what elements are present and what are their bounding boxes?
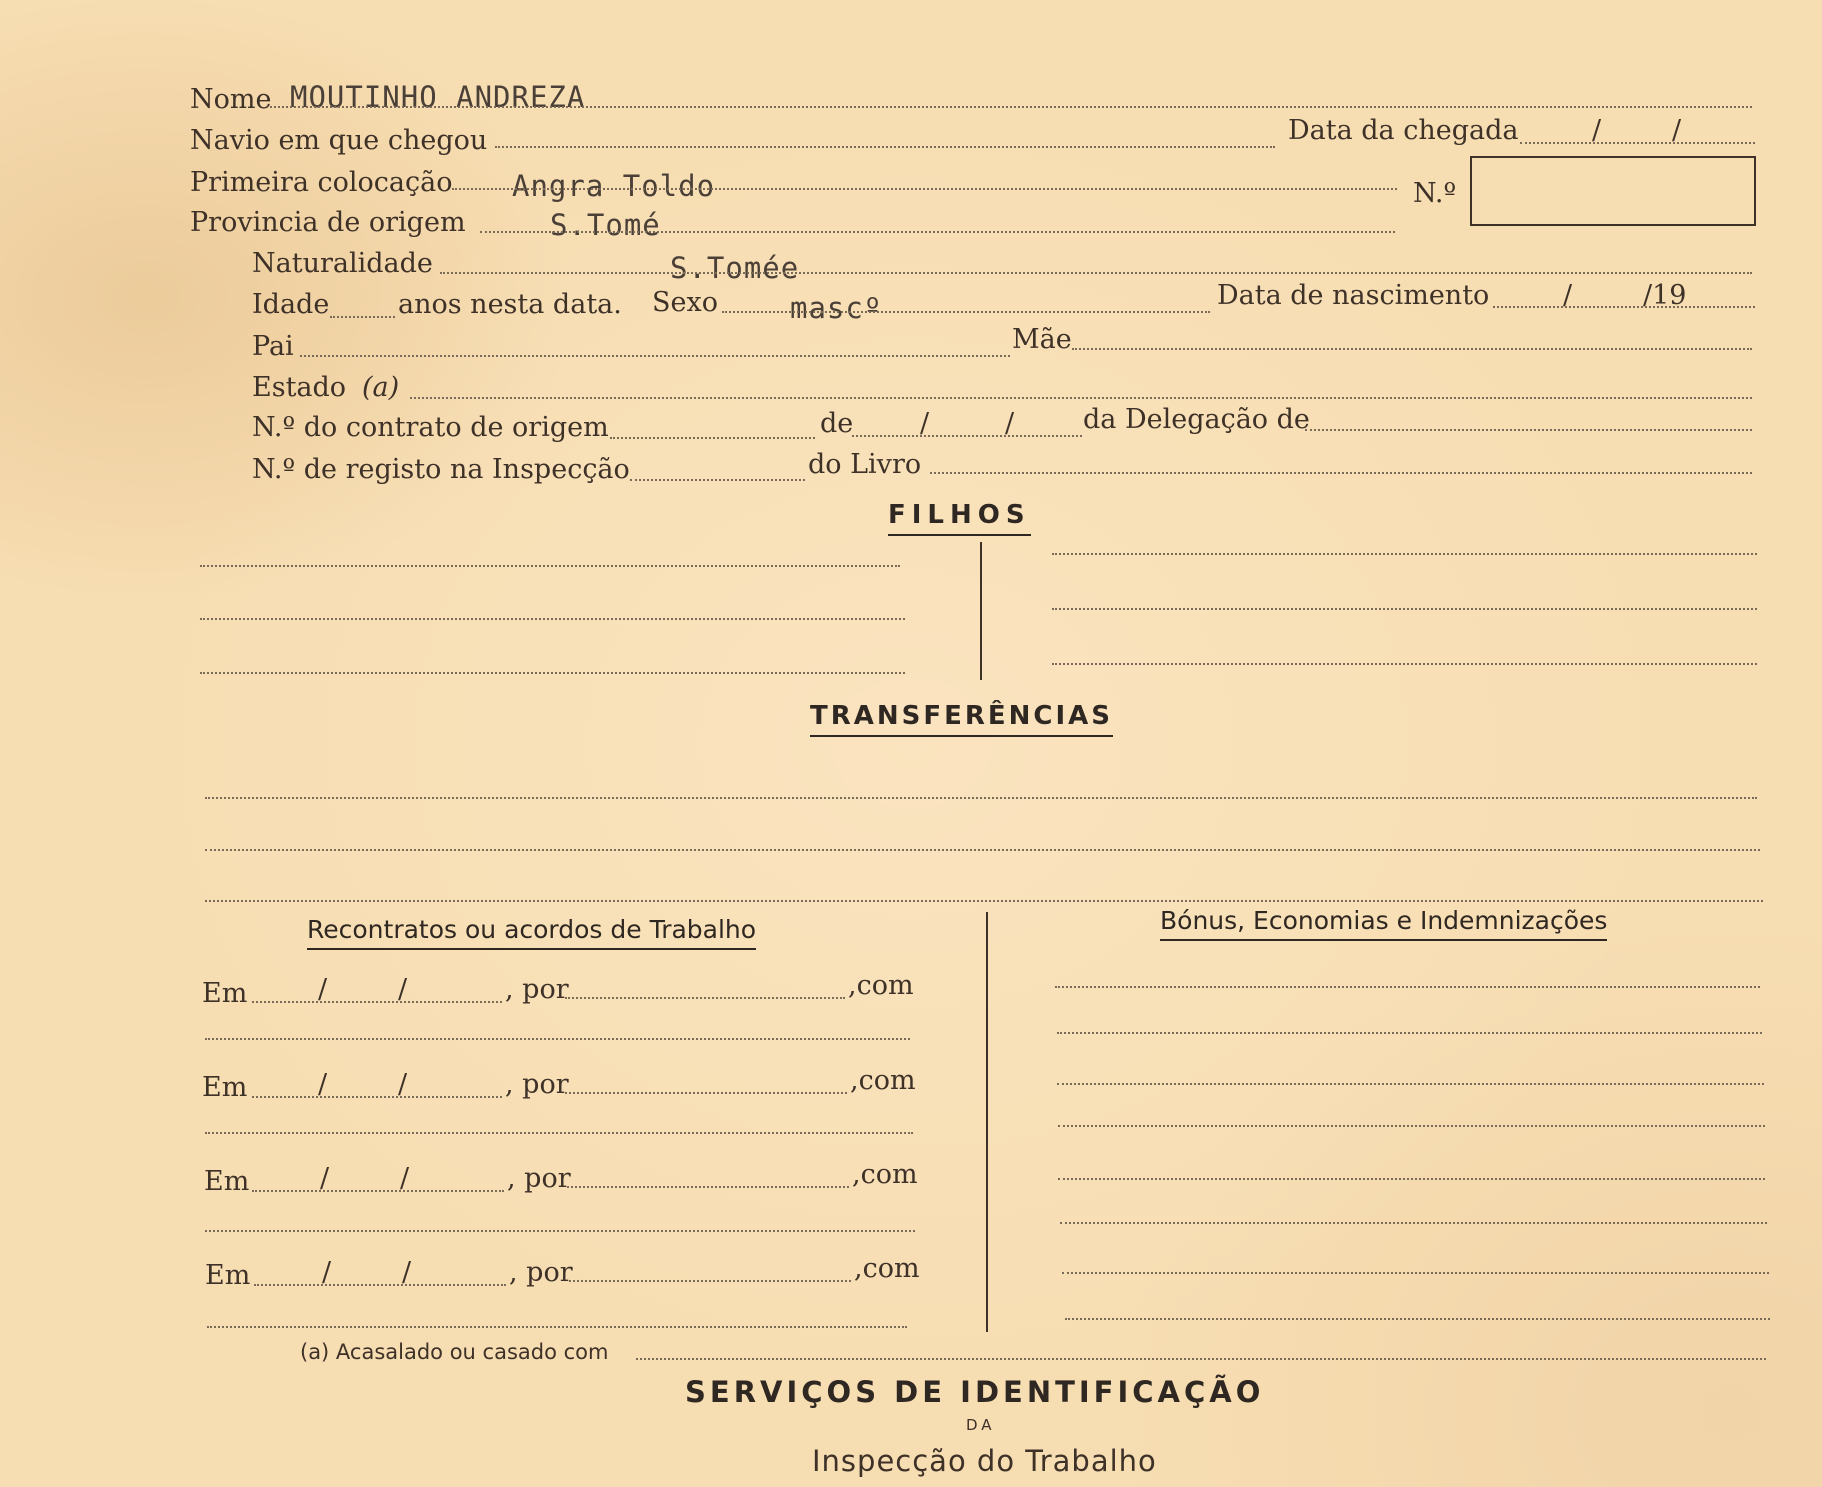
naturalidade-label: Naturalidade	[252, 248, 433, 279]
livro-label: do Livro	[808, 449, 922, 480]
footer-title: SERVIÇOS DE IDENTIFICAÇÃO	[685, 1375, 1265, 1409]
recontrato-3-com: ,com	[852, 1159, 918, 1190]
recontrato-4-date-line[interactable]	[254, 1284, 506, 1286]
recontrato-1-slash-1: /	[318, 974, 328, 1005]
contrato-line[interactable]	[610, 437, 815, 439]
mae-line[interactable]	[1072, 348, 1752, 350]
recontrato-2-por: , por	[505, 1069, 569, 1100]
estado-note: (a)	[362, 372, 400, 403]
sexo-value: mascº	[790, 291, 883, 325]
primeira-value: Angra Toldo	[512, 169, 716, 203]
recontrato-2-slash-1: /	[318, 1069, 328, 1100]
estado-label: Estado	[252, 372, 347, 403]
recontrato-2-slash-2: /	[398, 1069, 408, 1100]
contrato-de-label: de	[820, 408, 854, 439]
recontratos-bonus-divider	[986, 912, 988, 1332]
recontrato-2-com: ,com	[850, 1065, 916, 1096]
contrato-date-line[interactable]	[852, 435, 1082, 437]
recontrato-4-slash-1: /	[322, 1257, 332, 1288]
acasalado-note: (a) Acasalado ou casado com	[300, 1340, 609, 1364]
recontrato-4-slash-2: /	[402, 1257, 412, 1288]
filhos-line-right-1[interactable]	[1052, 553, 1757, 555]
recontrato-2-date-line[interactable]	[252, 1096, 502, 1098]
naturalidade-value: S.Tomée	[670, 251, 800, 285]
transferencias-line-1[interactable]	[205, 797, 1757, 799]
provincia-label: Provincia de origem	[190, 207, 466, 238]
bonus-line-5[interactable]	[1058, 1178, 1765, 1180]
pai-label: Pai	[252, 331, 294, 362]
provincia-line[interactable]	[480, 231, 1395, 233]
contrato-slash-1: /	[920, 408, 930, 439]
nascimento-slash: /	[1563, 280, 1573, 311]
contrato-slash-2: /	[1005, 408, 1015, 439]
navio-label: Navio em que chegou	[190, 125, 488, 156]
estado-line[interactable]	[410, 397, 1752, 399]
transferencias-line-3[interactable]	[205, 900, 1763, 902]
pai-line[interactable]	[300, 355, 1010, 357]
recontrato-3-por: , por	[507, 1163, 571, 1194]
bonus-line-3[interactable]	[1057, 1083, 1764, 1085]
recontrato-3-em: Em	[204, 1166, 250, 1197]
nascimento-label: Data de nascimento	[1217, 280, 1490, 311]
data-chegada-label: Data da chegada	[1288, 115, 1519, 146]
primeira-line[interactable]	[452, 188, 1397, 190]
registo-label: N.º de registo na Inspecção	[252, 454, 630, 485]
idade-line[interactable]	[330, 316, 395, 318]
nome-label: Nome	[190, 84, 272, 115]
recontrato-3-com-line[interactable]	[205, 1230, 915, 1232]
bonus-line-2[interactable]	[1057, 1032, 1762, 1034]
recontrato-1-slash-2: /	[398, 974, 408, 1005]
recontrato-1-em: Em	[202, 978, 248, 1009]
filhos-divider	[980, 542, 982, 680]
filhos-line-right-3[interactable]	[1052, 663, 1757, 665]
recontrato-3-slash-2: /	[400, 1163, 410, 1194]
nascimento-year-prefix: /19	[1643, 280, 1687, 311]
data-chegada-slash-2: /	[1672, 115, 1682, 146]
transferencias-line-2[interactable]	[205, 849, 1760, 851]
delegacao-line[interactable]	[1305, 429, 1752, 431]
recontrato-1-por-line[interactable]	[565, 997, 845, 999]
mae-label: Mãe	[1012, 324, 1072, 355]
bonus-line-7[interactable]	[1062, 1272, 1769, 1274]
recontrato-2-por-line[interactable]	[565, 1092, 847, 1094]
recontrato-3-slash-1: /	[320, 1163, 330, 1194]
recontrato-2-com-line[interactable]	[205, 1132, 913, 1134]
bonus-line-4[interactable]	[1058, 1125, 1765, 1127]
recontrato-4-em: Em	[205, 1260, 251, 1291]
contrato-label: N.º do contrato de origem	[252, 412, 609, 443]
filhos-line-left-3[interactable]	[200, 672, 905, 674]
anos-label: anos nesta data.	[398, 289, 622, 320]
registo-line[interactable]	[630, 479, 805, 481]
delegacao-label: da Delegação de	[1083, 404, 1310, 435]
idade-label: Idade	[252, 289, 330, 320]
nome-line[interactable]	[270, 106, 1752, 108]
acasalado-line[interactable]	[636, 1358, 1766, 1360]
footer-subtitle: Inspecção do Trabalho	[812, 1444, 1157, 1478]
recontrato-4-por: , por	[509, 1257, 573, 1288]
naturalidade-line[interactable]	[440, 272, 1752, 274]
transferencias-heading: TRANSFERÊNCIAS	[810, 703, 1113, 737]
bonus-heading: Bónus, Economias e Indemnizações	[1160, 908, 1607, 941]
livro-line[interactable]	[930, 472, 1752, 474]
provincia-value: S.Tomé	[550, 208, 661, 242]
bonus-line-1[interactable]	[1055, 986, 1760, 988]
recontrato-4-com: ,com	[854, 1253, 920, 1284]
recontrato-4-com-line[interactable]	[207, 1326, 907, 1328]
navio-line[interactable]	[495, 146, 1275, 148]
recontrato-1-com: ,com	[848, 970, 914, 1001]
bonus-line-6[interactable]	[1060, 1222, 1767, 1224]
recontratos-heading: Recontratos ou acordos de Trabalho	[307, 917, 756, 950]
numero-label: N.º	[1413, 178, 1457, 209]
nome-value: MOUTINHO ANDREZA	[290, 80, 586, 114]
bonus-line-8[interactable]	[1065, 1318, 1770, 1320]
footer-da: DA	[966, 1416, 996, 1434]
filhos-line-left-1[interactable]	[200, 565, 900, 567]
sexo-label: Sexo	[652, 287, 718, 318]
recontrato-1-por: , por	[505, 974, 569, 1005]
recontrato-1-date-line[interactable]	[252, 1001, 502, 1003]
sexo-line[interactable]	[722, 311, 1210, 313]
recontrato-2-em: Em	[202, 1072, 248, 1103]
recontrato-4-por-line[interactable]	[569, 1280, 851, 1282]
nascimento-line[interactable]	[1493, 306, 1755, 308]
recontrato-3-date-line[interactable]	[252, 1190, 504, 1192]
numero-box[interactable]	[1470, 156, 1756, 226]
data-chegada-slash-1: /	[1592, 115, 1602, 146]
recontrato-1-com-line[interactable]	[205, 1038, 910, 1040]
recontrato-3-por-line[interactable]	[567, 1186, 849, 1188]
filhos-heading: FILHOS	[888, 502, 1031, 536]
filhos-line-left-2[interactable]	[200, 618, 905, 620]
data-chegada-line[interactable]	[1520, 142, 1755, 144]
primeira-label: Primeira colocação	[190, 167, 453, 198]
filhos-line-right-2[interactable]	[1052, 608, 1757, 610]
